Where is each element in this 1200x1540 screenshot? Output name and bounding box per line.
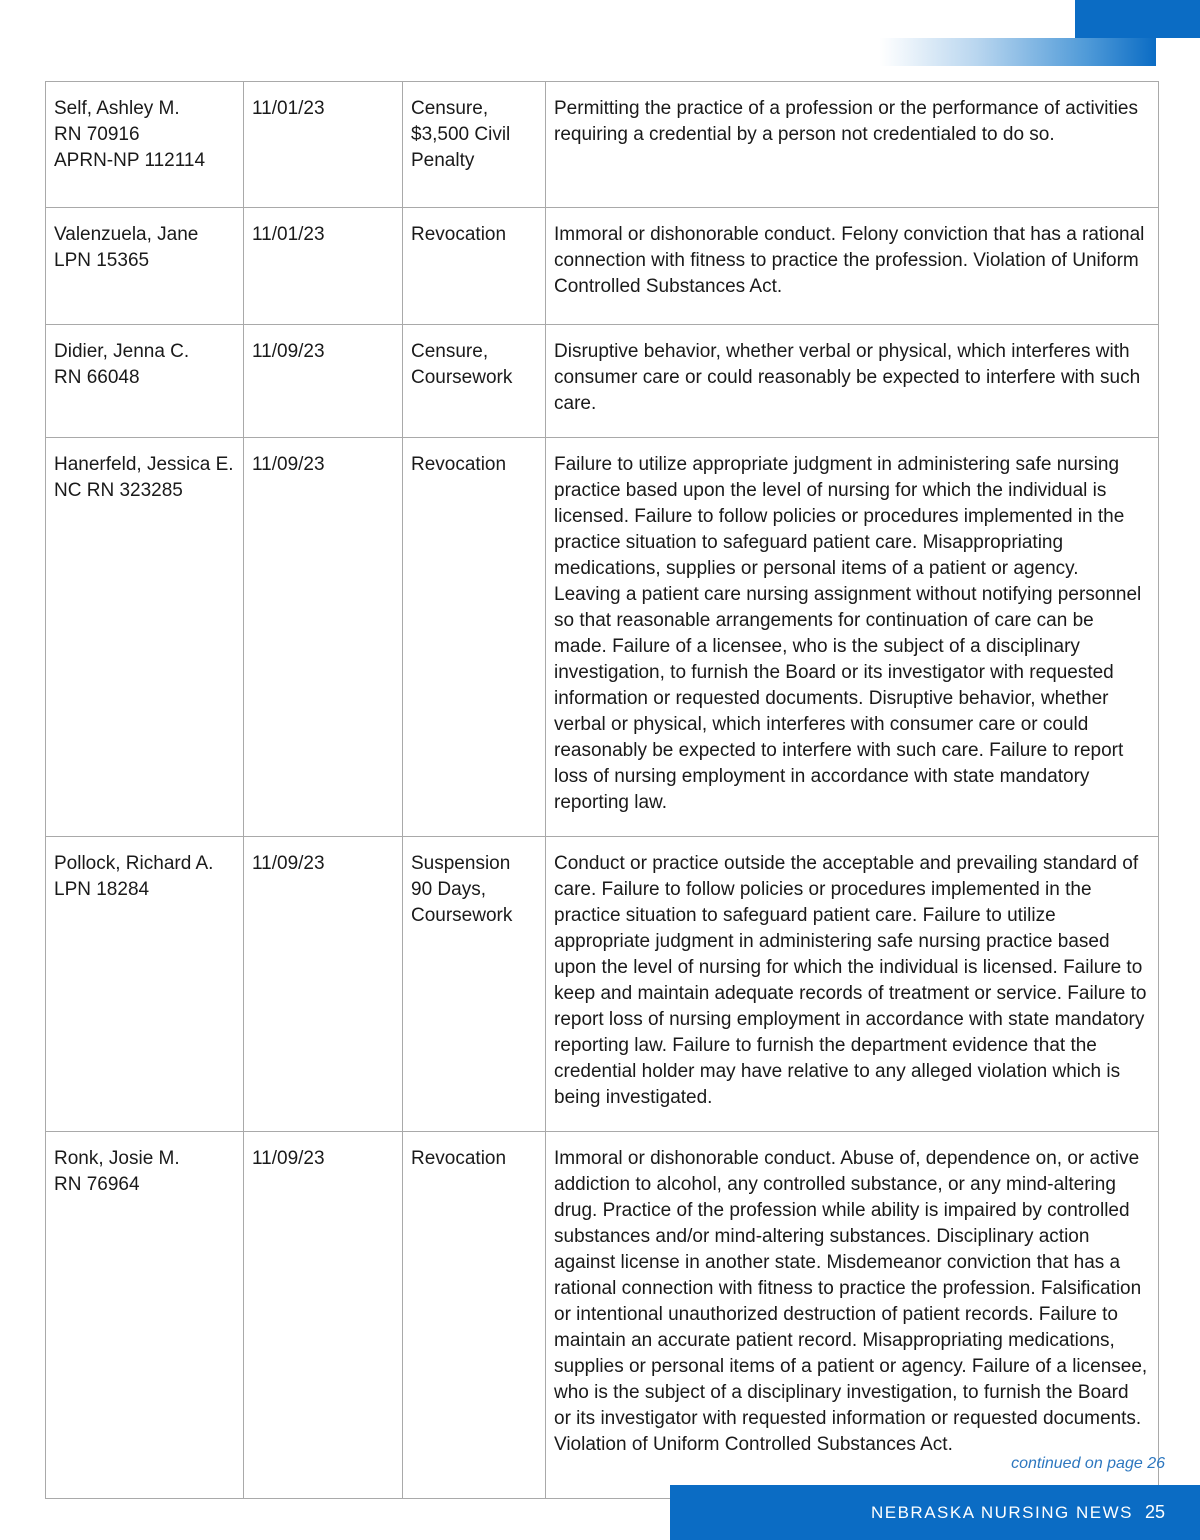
violation-text: Permitting the practice of a profession or the performance of activities requiring a credential by a person not credentialed to do so. [546, 82, 1159, 208]
action-date: 11/09/23 [244, 837, 403, 1132]
header-accent-block [1075, 0, 1200, 38]
action-date: 11/01/23 [244, 208, 403, 325]
table-row [46, 837, 1159, 1132]
license-number: RN 76964 [54, 1174, 140, 1195]
table-row [46, 438, 1159, 837]
page-number: 25 [1144, 1502, 1165, 1522]
licensee-name: Self, Ashley M. [54, 98, 180, 119]
license-number: LPN 18284 [54, 879, 150, 900]
licensee-name: Hanerfeld, Jessica E. [54, 454, 234, 475]
violation-text: Failure to utilize appropriate judgment in administering safe nursing practice based upon the level of nursing for which the individual is licensed. Failure to follow policies or procedures implemented in the practice situation to safeguard patient care. Misappropriating medications, supplies or personal items of a patient or agency. Leaving a patient care nursing assignment without notifying personnel so that reasonable arrangements for continuation of care can be made. Failure of a licensee, who is the subject of a disciplinary investigation, to furnish the Board or its investigator with requested information or requested documents. Disruptive behavior, whether verbal or physical, which interferes with consumer care or could reasonably be expected to interfere with such care. Failure to report loss of nursing employment in accordance with state mandatory reporting law. [546, 438, 1159, 837]
licensee-cell [46, 208, 244, 325]
action-date: 11/01/23 [244, 82, 403, 208]
header-gradient-bar [880, 38, 1156, 66]
disciplinary-action: Revocation [403, 438, 546, 837]
license-number: NC RN 323285 [54, 480, 183, 501]
table-row [46, 82, 1159, 208]
license-number: LPN 15365 [54, 250, 150, 271]
violation-text: Disruptive behavior, whether verbal or physical, which interferes with consumer care or could reasonably be expected to interfere with such care. [546, 325, 1159, 438]
table-row [46, 208, 1159, 325]
violation-text: Immoral or dishonorable conduct. Abuse of, dependence on, or active addiction to alcohol, any controlled substance, or any mind-altering drug. Practice of the profession while ability is impaired by controlled substances and/or mind-altering substances. Disciplinary action against license in another state. Misdemeanor conviction that has a rational connection with fitness to practice the profession. Falsification or intentional unauthorized destruction of patient records. Failure to maintain an accurate patient record. Misappropriating medications, supplies or personal items of a patient or agency. Failure of a licensee, who is the subject of a disciplinary investigation, to furnish the Board or its investigator with requested information or requested documents. Violation of Uniform Controlled Substances Act. [546, 1132, 1159, 1499]
action-date: 11/09/23 [244, 438, 403, 837]
disciplinary-action: Censure, Coursework [403, 325, 546, 438]
action-date: 11/09/23 [244, 1132, 403, 1499]
licensee-cell [46, 1132, 244, 1499]
publication-title: NEBRASKA NURSING NEWS [870, 1502, 1133, 1522]
disciplinary-action: Censure, $3,500 Civil Penalty [403, 82, 546, 208]
violation-text: Immoral or dishonorable conduct. Felony conviction that has a rational connection with fitness to practice the profession. Violation of Uniform Controlled Substances Act. [546, 208, 1159, 325]
licensee-cell [46, 82, 244, 208]
table-row [46, 325, 1159, 438]
licensee-name: Ronk, Josie M. [54, 1148, 180, 1169]
licensee-name: Pollock, Richard A. [54, 853, 214, 874]
table-row [46, 1132, 1159, 1499]
disciplinary-action: Suspension 90 Days, Coursework [403, 837, 546, 1132]
licensee-name: Valenzuela, Jane [54, 224, 199, 245]
licensee-name: Didier, Jenna C. [54, 341, 190, 362]
licensee-cell [46, 837, 244, 1132]
disciplinary-action: Revocation [403, 1132, 546, 1499]
violation-text: Conduct or practice outside the acceptable and prevailing standard of care. Failure to follow policies or procedures implemented in the practice situation to safeguard patient care. Failure to utilize appropriate judgment in administering safe nursing practice based upon the level of nursing for which the individual is licensed. Failure to keep and maintain adequate records of treatment or service. Failure to report loss of nursing employment in accordance with state mandatory reporting law. Failure to furnish the department evidence that the credential holder may have relative to any alleged violation which is being investigated. [546, 837, 1159, 1132]
page-footer [670, 1485, 1200, 1540]
licensee-cell [46, 438, 244, 837]
licensee-cell [46, 325, 244, 438]
license-number: RN 70916 [54, 124, 140, 145]
disciplinary-action: Revocation [403, 208, 546, 325]
disciplinary-actions-table [45, 81, 1159, 1499]
license-number: RN 66048 [54, 367, 140, 388]
action-date: 11/09/23 [244, 325, 403, 438]
continued-note: continued on page 26 [1011, 1455, 1165, 1472]
license-number: APRN-NP 112114 [54, 150, 206, 171]
